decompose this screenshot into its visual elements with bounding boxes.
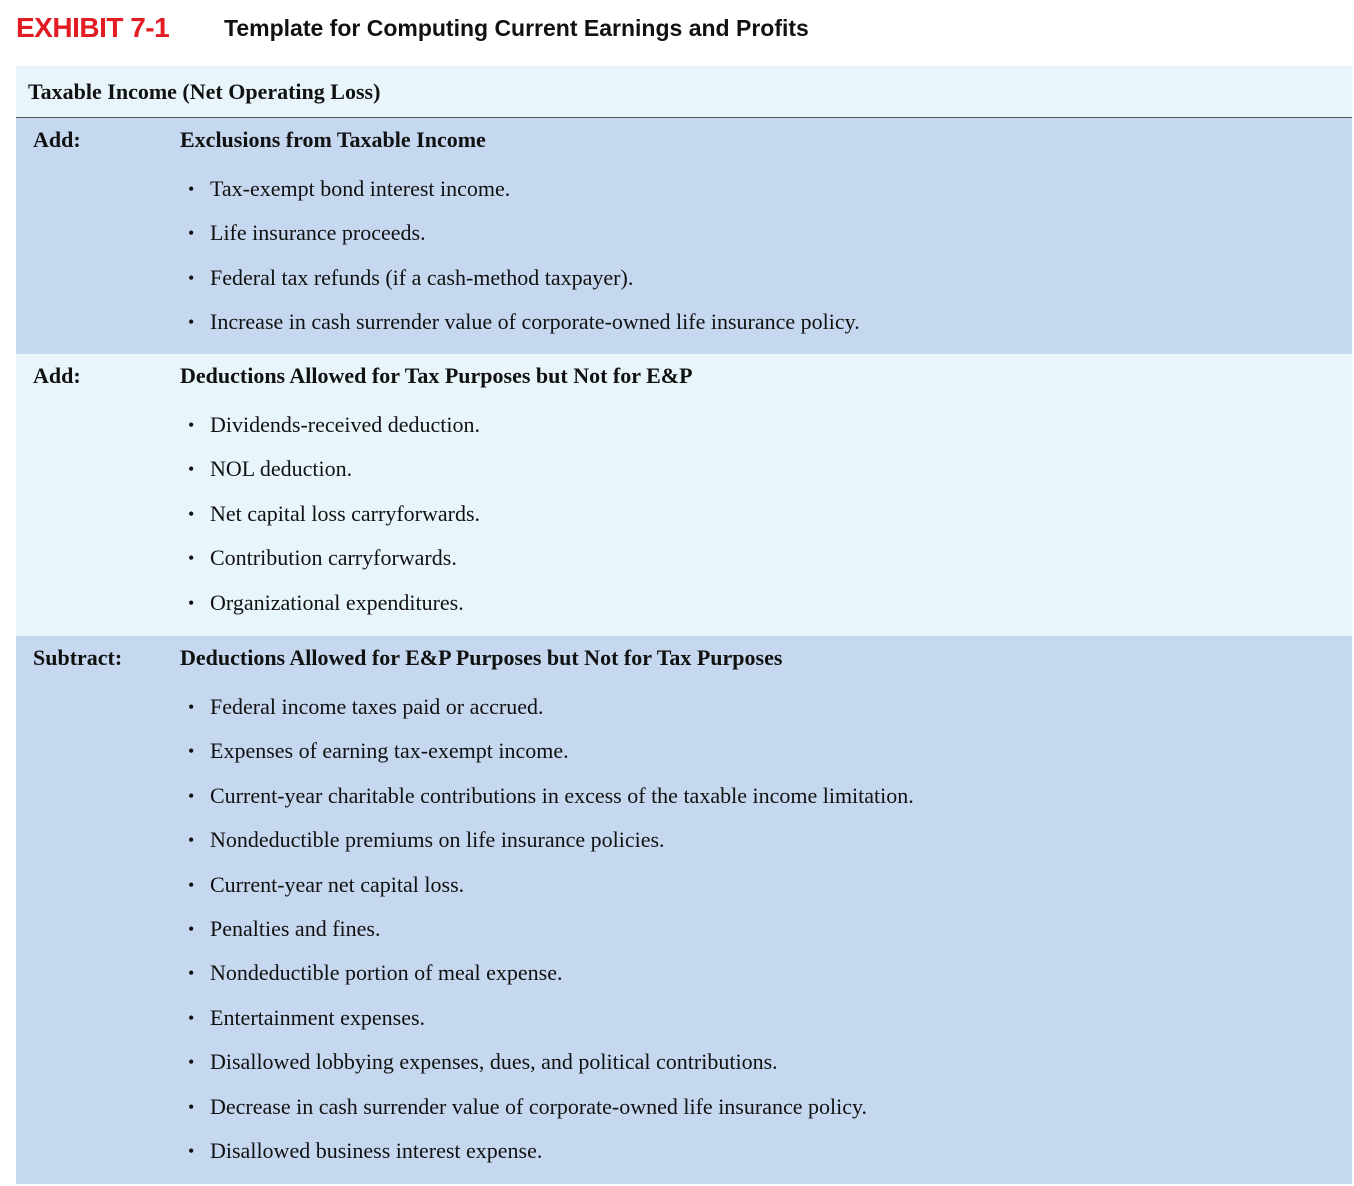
section-heading: Deductions Allowed for E&P Purposes but Not for Tax Purposes xyxy=(180,645,783,670)
bullet-icon: • xyxy=(188,963,195,984)
item-text: Expenses of earning tax-exempt income. xyxy=(210,738,569,764)
bullet-icon: • xyxy=(188,1140,195,1161)
item-text: Disallowed lobbying expenses, dues, and political contributions. xyxy=(210,1049,778,1075)
section-body xyxy=(180,362,1352,636)
bullet-icon: • xyxy=(188,415,195,435)
item-text: Federal tax refunds (if a cash-method taxpayer). xyxy=(210,264,634,290)
list-item xyxy=(180,167,1352,211)
list-item xyxy=(180,536,1352,580)
bullet-icon: • xyxy=(188,459,195,480)
item-text: Entertainment expenses. xyxy=(210,1004,426,1030)
exhibit-label: EXHIBIT 7-1 xyxy=(16,12,170,43)
item-text: Life insurance proceeds. xyxy=(210,220,426,246)
section-heading: Deductions Allowed for Tax Purposes but Not for E&P xyxy=(180,363,693,388)
list-item xyxy=(180,907,1352,951)
bullet-icon: • xyxy=(188,267,195,288)
exhibit-header xyxy=(16,8,809,48)
list-item xyxy=(180,729,1352,773)
list-item xyxy=(180,581,1352,625)
item-text: Nondeductible premiums on life insurance policies. xyxy=(210,827,665,853)
item-text: NOL deduction. xyxy=(210,456,353,482)
list-item xyxy=(180,996,1352,1040)
list-item xyxy=(180,492,1352,536)
item-text: Nondeductible portion of meal expense. xyxy=(210,960,563,986)
bullet-icon: • xyxy=(188,918,195,939)
item-text: Tax-exempt bond interest income. xyxy=(210,176,511,201)
bullet-icon: • xyxy=(188,785,195,806)
bullet-icon: • xyxy=(188,592,195,613)
bullet-icon: • xyxy=(188,223,195,244)
section-operation: Add: xyxy=(33,127,81,152)
item-text: Contribution carryforwards. xyxy=(210,545,457,571)
item-text: Penalties and fines. xyxy=(210,915,381,941)
list-item xyxy=(180,951,1352,995)
section-body xyxy=(180,644,1352,1184)
section-exclusions xyxy=(16,118,1352,354)
list-item xyxy=(180,211,1352,255)
section-tax-only-deductions xyxy=(16,354,1352,636)
item-text: Decrease in cash surrender value of corporate-owned life insurance policy. xyxy=(210,1093,868,1119)
bullet-icon: • xyxy=(188,1096,195,1117)
list-item xyxy=(180,1129,1352,1173)
earnings-profits-table xyxy=(16,66,1352,1184)
item-text: Current-year charitable contributions in excess of the taxable income limitation. xyxy=(210,782,914,808)
list-item xyxy=(180,403,1352,447)
list-item xyxy=(180,685,1352,729)
section-operation: Subtract: xyxy=(33,645,123,670)
item-text: Current-year net capital loss. xyxy=(210,871,465,897)
list-item xyxy=(180,447,1352,491)
list-item xyxy=(180,818,1352,862)
list-item xyxy=(180,256,1352,300)
list-item xyxy=(180,1040,1352,1084)
section-heading: Exclusions from Taxable Income xyxy=(180,127,486,152)
list-item xyxy=(180,1085,1352,1129)
bullet-icon: • xyxy=(188,830,195,851)
table-header-row: Taxable Income (Net Operating Loss) xyxy=(16,66,1352,118)
bullet-icon: • xyxy=(188,503,195,524)
bullet-icon: • xyxy=(188,1007,195,1028)
item-text: Increase in cash surrender value of corporate-owned life insurance policy. xyxy=(210,309,860,335)
bullet-icon: • xyxy=(188,312,195,333)
item-text: Disallowed business interest expense. xyxy=(210,1137,543,1163)
list-item xyxy=(180,863,1352,907)
item-text: Net capital loss carryforwards. xyxy=(210,500,481,526)
item-list xyxy=(180,167,1352,345)
bullet-icon: • xyxy=(188,1052,195,1073)
bullet-icon: • xyxy=(188,697,195,717)
item-text: Organizational expenditures. xyxy=(210,589,464,615)
section-operation: Add: xyxy=(33,363,81,388)
item-list xyxy=(180,685,1352,1173)
item-text: Dividends-received deduction. xyxy=(210,412,481,437)
bullet-icon: • xyxy=(188,741,195,762)
bullet-icon: • xyxy=(188,179,195,199)
bullet-icon: • xyxy=(188,874,195,895)
item-list xyxy=(180,403,1352,625)
exhibit-title: Template for Computing Current Earnings and Profits xyxy=(224,14,809,41)
section-ep-only-deductions xyxy=(16,636,1352,1184)
item-text: Federal income taxes paid or accrued. xyxy=(210,694,544,719)
list-item xyxy=(180,300,1352,344)
section-body xyxy=(180,126,1352,354)
list-item xyxy=(180,774,1352,818)
bullet-icon: • xyxy=(188,548,195,569)
